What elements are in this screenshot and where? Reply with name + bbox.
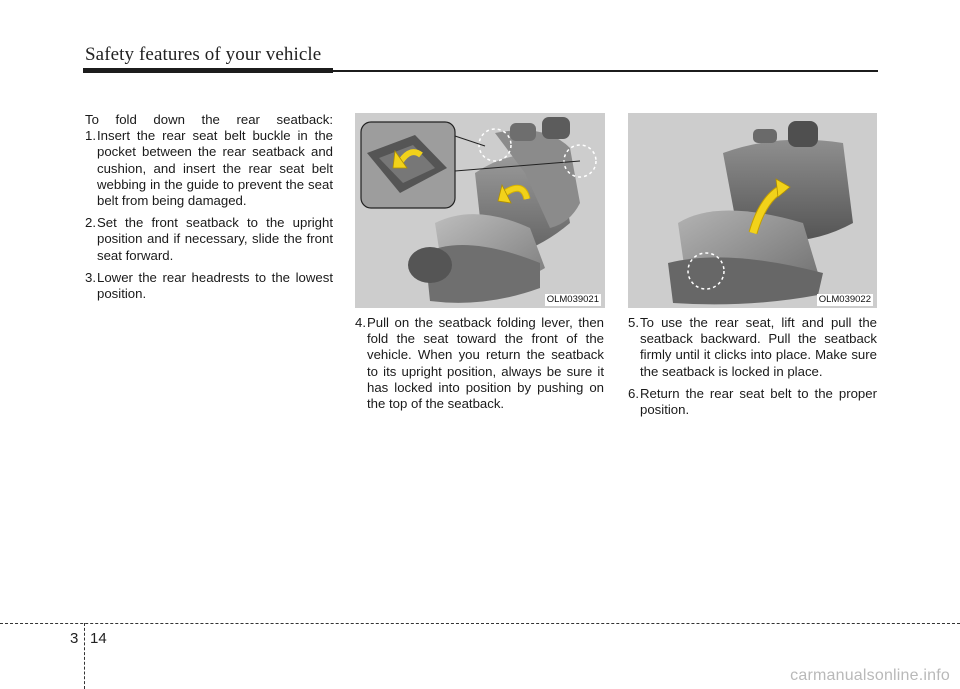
steps-list-3 [628,315,877,418]
header-rule [83,68,878,73]
figure-code: OLM039022 [818,294,871,305]
step-item [85,270,333,302]
intro-text: To fold down the rear seatback: [85,112,333,127]
step-text: Return the rear seat belt to the proper position. [640,385,877,418]
steps-list-1 [85,128,333,302]
step-text: Set the front seatback to the upright position and if necessary, slide the front seat forward. [97,215,333,263]
watermark: carmanualsonline.info [790,667,950,684]
step-item [355,315,604,412]
step-text: Lower the rear headrests to the lowest position. [97,269,333,302]
step-number: 5. [628,315,639,330]
header-rule-thick [83,68,333,73]
header-rule-thin [333,70,878,72]
folding-seat-illustration-icon [355,113,605,308]
footer-vertical-divider [84,623,85,689]
step-number: 6. [628,385,639,401]
step-text: To use the rear seat, lift and pull the seatback backward. Pull the seatback firmly until it clicks into place. Make sure the seatback is locked in place. [640,315,877,379]
steps-list-2 [355,315,604,412]
step-text: Insert the rear seat belt buckle in the pocket between the rear seatback and cushion, and insert the rear seat belt webbing in the guide to prevent the seat belt from being damaged. [97,128,333,209]
step-number: 3. [85,269,96,285]
text-column-3 [628,315,877,424]
figure-raise-seat [628,113,877,308]
page-header-title: Safety features of your vehicle [85,44,322,65]
step-item [85,128,333,209]
text-column-2 [355,315,604,418]
figure-code: OLM039021 [546,294,599,305]
chapter-number: 3 [70,630,79,647]
step-number: 2. [85,215,96,231]
step-number: 1. [85,128,96,144]
text-column-1 [85,112,333,308]
step-item [628,386,877,418]
page-number: 14 [90,630,107,647]
figure-fold-seat [355,113,605,308]
step-number: 4. [355,315,366,330]
step-item [85,215,333,264]
step-item [628,315,877,380]
step-text: Pull on the seatback folding lever, then fold the seat toward the front of the vehicle. When you return the seatback to its upright position, always be sure it has locked into position by pushing on the top of the seatback. [367,315,604,412]
footer-divider [0,623,960,624]
raising-seat-illustration-icon [628,113,877,308]
